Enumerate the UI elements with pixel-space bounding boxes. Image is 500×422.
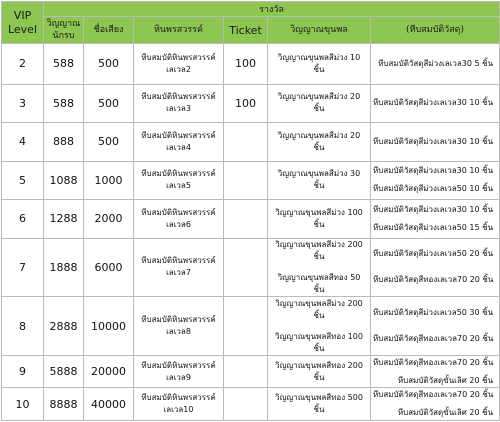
soul-line: วิญญาณขุนพลสีทอง 200 (275, 360, 363, 370)
chest-cell (371, 200, 500, 239)
soul-line: วิญญาณขุนพลสีม่วง 20 (277, 92, 361, 102)
soul-line: ชิ้น (313, 343, 325, 353)
soul-cell (268, 161, 371, 200)
table-row (2, 388, 500, 421)
soul-line: ชิ้น (313, 142, 325, 152)
soul-line: ชิ้น (313, 181, 325, 191)
ticket-cell: 100 (224, 44, 268, 85)
reputation-cell: 500 (84, 84, 134, 123)
ticket-cell (224, 388, 268, 421)
soul-cell (268, 200, 371, 239)
table-row (2, 123, 500, 162)
soul-cell (268, 238, 371, 297)
chest-header: (หีบสมบัติวัสดุ) (371, 17, 500, 44)
stone-line: เลเวล10 (163, 405, 194, 415)
vip-level-cell: 4 (2, 123, 44, 162)
soul-line: ชิ้น (313, 104, 325, 114)
chest-line: หีบสมบัติวัสดุสีทองเลเวล70 20 ชิ้น (373, 275, 494, 285)
vip-level-cell: 10 (2, 388, 44, 421)
soul-line: วิญญาณขุนพลสีม่วง 100 (275, 207, 363, 217)
soul-line: ชิ้น (313, 64, 325, 74)
soul-line: ชิ้น (313, 219, 325, 229)
stone-line: หีบสมบัติหินพรสวรรค์ (141, 207, 216, 217)
soul-line: วิญญาณขุนพลสีม่วง 200 (275, 298, 363, 308)
stone-cell (134, 238, 224, 297)
spirit-cell: 1088 (44, 161, 84, 200)
soul-cell (268, 356, 371, 388)
stone-line: เลเวล5 (166, 181, 191, 191)
soul-header: วิญญาณขุนพล (268, 17, 371, 44)
reputation-cell: 1000 (84, 161, 134, 200)
reputation-cell: 6000 (84, 238, 134, 297)
chest-cell (371, 356, 500, 388)
soul-line: วิญญาณขุนพลสีม่วง 10 (277, 52, 361, 62)
ticket-cell (224, 200, 268, 239)
chest-line: หีบสมบัติวัสดุสีม่วงเลเวล30 10 ชิ้น (373, 204, 494, 214)
stone-cell (134, 388, 224, 421)
ticket-cell (224, 238, 268, 297)
chest-line: หีบสมบัติวัสดุสีม่วงเลเวล30 5 ชิ้น (378, 58, 494, 68)
ticket-cell (224, 297, 268, 356)
reputation-cell: 2000 (84, 200, 134, 239)
table-row (2, 356, 500, 388)
soul-line: ชิ้น (313, 251, 325, 261)
chest-line: หีบสมบัติวัสดุสีทองเลเวล70 20 ชิ้น (373, 390, 494, 400)
stone-line: หีบสมบัติหินพรสวรรค์ (141, 52, 216, 62)
soul-cell (268, 388, 371, 421)
chest-line: หีบสมบัติวัสดุสีทองเลเวล70 20 ชิ้น (373, 357, 494, 367)
reputation-cell: 10000 (84, 297, 134, 356)
stone-line: เลเวล9 (166, 372, 191, 382)
stone-line: เลเวล3 (166, 104, 191, 114)
stone-cell (134, 161, 224, 200)
chest-line: หีบสมบัติวัสดุสีม่วงเลเวล50 10 ชิ้น (373, 184, 494, 194)
vip-reward-table (1, 1, 500, 421)
vip-level-cell: 7 (2, 238, 44, 297)
stone-line: หีบสมบัติหินพรสวรรค์ (141, 360, 216, 370)
soul-line: วิญญาณขุนพลสีม่วง 200 (275, 239, 363, 249)
spirit-header-text: วิญญาณ นักรบ (46, 19, 81, 41)
soul-line: วิญญาณขุนพลสีทอง 500 (275, 393, 363, 403)
reputation-cell: 500 (84, 123, 134, 162)
ticket-cell (224, 356, 268, 388)
stone-line: เลเวล8 (166, 327, 191, 337)
stone-line: เลเวล7 (166, 268, 191, 278)
spirit-cell: 8888 (44, 388, 84, 421)
soul-line: วิญญาณขุนพลสีม่วง 30 (277, 169, 361, 179)
chest-cell (371, 161, 500, 200)
chest-line: หีบสมบัติวัสดุสีม่วงเลเวล50 30 ชิ้น (373, 308, 494, 318)
chest-cell (371, 84, 500, 123)
reward-group-header: รางวัล (44, 2, 500, 17)
table-row (2, 200, 500, 239)
reputation-cell: 40000 (84, 388, 134, 421)
reputation-cell: 500 (84, 44, 134, 85)
chest-cell (371, 238, 500, 297)
chest-line: หีบสมบัติวัสดุสีทองเลเวล70 20 ชิ้น (373, 334, 494, 344)
soul-line: วิญญาณขุนพลสีทอง 100 (275, 331, 363, 341)
stone-line: หีบสมบัติหินพรสวรรค์ (141, 130, 216, 140)
spirit-cell: 2888 (44, 297, 84, 356)
vip-level-cell: 3 (2, 84, 44, 123)
spirit-cell: 588 (44, 84, 84, 123)
soul-line: ชิ้น (313, 284, 325, 294)
chest-line: หีบสมบัติวัสดุสีม่วงเลเวล50 15 ชิ้น (373, 222, 494, 232)
ticket-header: Ticket (224, 17, 268, 44)
vip-level-cell: 2 (2, 44, 44, 85)
chest-cell (371, 44, 500, 85)
vip-level-header-text: VIP Level (7, 8, 38, 36)
ticket-cell: 100 (224, 84, 268, 123)
vip-level-header (2, 2, 44, 44)
spirit-cell: 5888 (44, 356, 84, 388)
stone-line: หีบสมบัติหินพรสวรรค์ (141, 256, 216, 266)
vip-level-cell: 6 (2, 200, 44, 239)
stone-line: หีบสมบัติหินพรสวรรค์ (141, 169, 216, 179)
soul-line: วิญญาณขุนพลสีทอง 50 (277, 272, 361, 282)
spirit-cell: 888 (44, 123, 84, 162)
ticket-cell (224, 161, 268, 200)
vip-level-cell: 8 (2, 297, 44, 356)
spirit-cell: 1888 (44, 238, 84, 297)
ticket-cell (224, 123, 268, 162)
table-row (2, 161, 500, 200)
soul-cell (268, 297, 371, 356)
stone-line: หีบสมบัติหินพรสวรรค์ (141, 92, 216, 102)
chest-line: หีบสมบัติวัสดุสีม่วงเลเวล30 10 ชิ้น (373, 136, 494, 146)
spirit-header (44, 17, 84, 44)
stone-cell (134, 44, 224, 85)
soul-cell (268, 123, 371, 162)
spirit-cell: 588 (44, 44, 84, 85)
reputation-cell: 20000 (84, 356, 134, 388)
stone-line: หีบสมบัติหินพรสวรรค์ (141, 315, 216, 325)
stone-cell (134, 123, 224, 162)
chest-cell (371, 297, 500, 356)
soul-line: วิญญาณขุนพลสีม่วง 20 (277, 130, 361, 140)
table-row (2, 84, 500, 123)
table-row (2, 238, 500, 297)
stone-cell (134, 297, 224, 356)
stone-line: เลเวล2 (166, 64, 191, 74)
stone-cell (134, 356, 224, 388)
table-row (2, 44, 500, 85)
stone-line: เลเวล6 (166, 219, 191, 229)
soul-cell (268, 84, 371, 123)
stone-cell (134, 200, 224, 239)
stone-header: หินพรสวรรค์ (134, 17, 224, 44)
chest-line: หีบสมบัติวัสดุขั้นเลิศ 20 ชิ้น (397, 375, 494, 385)
stone-cell (134, 84, 224, 123)
stone-line: เลเวล4 (166, 142, 191, 152)
chest-line: หีบสมบัติวัสดุสีม่วงเลเวล30 10 ชิ้น (373, 166, 494, 176)
soul-line: ชิ้น (313, 405, 325, 415)
chest-line: หีบสมบัติวัสดุสีม่วงเลเวล50 20 ชิ้น (373, 249, 494, 259)
vip-level-cell: 5 (2, 161, 44, 200)
spirit-cell: 1288 (44, 200, 84, 239)
soul-line: ชิ้น (313, 372, 325, 382)
table-row (2, 297, 500, 356)
vip-level-cell: 9 (2, 356, 44, 388)
chest-line: หีบสมบัติวัสดุขั้นเลิศ 20 ชิ้น (397, 408, 494, 418)
chest-cell (371, 388, 500, 421)
soul-line: ชิ้น (313, 310, 325, 320)
chest-cell (371, 123, 500, 162)
chest-line: หีบสมบัติวัสดุสีม่วงเลเวล30 10 ชิ้น (373, 98, 494, 108)
reputation-header: ชื่อเสียง (84, 17, 134, 44)
stone-line: หีบสมบัติหินพรสวรรค์ (141, 393, 216, 403)
soul-cell (268, 44, 371, 85)
